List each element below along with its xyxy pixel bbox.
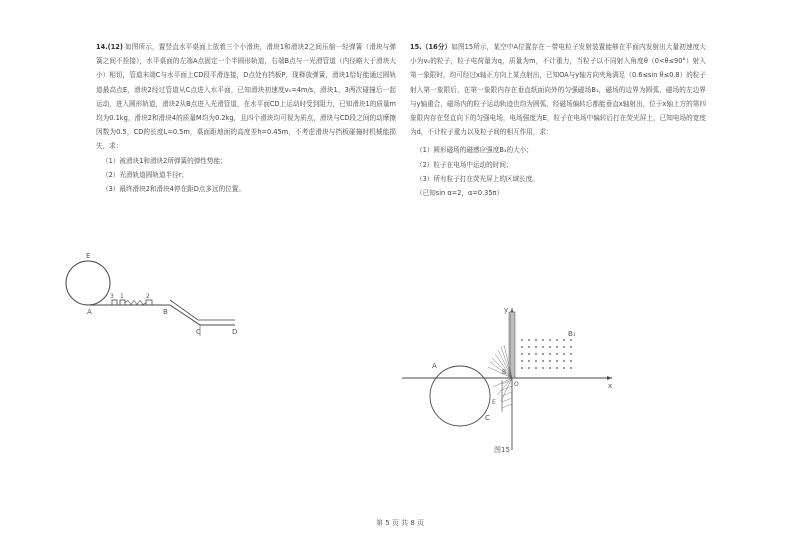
label-block-1: 1 <box>120 293 124 300</box>
label-c: C <box>196 328 201 336</box>
tube-inner <box>170 300 235 320</box>
label-e: E <box>86 252 91 260</box>
problem-14-number: 14.(12) <box>96 43 123 51</box>
label-x: x <box>608 382 613 390</box>
tube-outer <box>170 305 235 325</box>
problem-14 <box>96 40 396 196</box>
problem-15-number: 15.（16分） <box>410 43 452 51</box>
problem-15-statement <box>410 40 706 139</box>
field-dots <box>521 339 572 369</box>
problem-15-figure <box>392 300 622 460</box>
label-y: y <box>504 306 509 314</box>
problem-15 <box>410 40 706 200</box>
problem-15-question-3: （3）所有粒子打在荧光屏上的区域长度。 <box>416 174 539 183</box>
label-d: D <box>232 328 238 336</box>
problem-15-question-2: （2）粒子在电场中运动的时间； <box>416 160 513 169</box>
label-b: B <box>502 369 507 376</box>
label-a: A <box>432 362 437 370</box>
label-b: B <box>163 308 168 316</box>
block-1 <box>120 300 125 305</box>
label-block-2: 2 <box>146 293 150 300</box>
block-3 <box>112 300 117 305</box>
magnetic-field-circle <box>430 366 490 426</box>
problem-14-question-3: （3）最终滑块2和滑块4停在距D点多远的位置。 <box>102 185 245 194</box>
block-2 <box>146 300 152 305</box>
problem-14-question-1: （1）被滑块1和滑块2所弹簧的弹性势能； <box>102 156 227 165</box>
label-c: C <box>485 414 490 422</box>
problem-14-statement <box>96 40 396 154</box>
label-o: O <box>514 381 519 388</box>
label-b1: B₁ <box>568 330 576 338</box>
page-footer: 第 5 页 共 8 页 <box>375 519 425 527</box>
screen-plate <box>509 312 515 378</box>
problem-15-text: 如图15所示，某空中A位置存在一带电粒子发射装置能够在平面内发射出大量初速度大小为v₀的粒子，粒子电荷量为q，质量为m，不计重力，当粒子以不同射入角度θ（0<θ≤90°）射入第一象限时，均可经过x轴正方向上某点射出，已知OA与y轴方向夹角满足（0.6≤sin θ≤0.8）的粒子射入第一象限后，在第一象限内存在垂直纸面向外的匀强磁场B₁，磁场的边界为圆弧，磁场的左边界与y轴重合，磁场内的粒子运动轨迹也均为圆弧，经磁场偏转后都能垂直x轴射出，位于x轴上方的第四象限内存在竖直向下的匀强电场，电场强度为E，粒子在电场中偏转后打在荧光屏上，已知电场的宽度为d，不计粒子重力以及粒子间的相互作用，求： <box>410 43 706 137</box>
problem-14-text: 如图所示，置竖直水平桌面上放着三个小滑块，滑块1和滑块2之间压缩一轻弹簧（滑块与弹簧之间不拴接），水平桌面的左端A点固定一个半圆形轨道，右端B点与一光滑管道（内径略大于滑块大小）相切，管道末端C与水平面上CD段平滑连接，D点处有挡板P，现释放弹簧，滑块1恰好能通过圆轨道最高点E，滑块2经过管道从C点进入水平面，已知滑块初速度v₀=4m/s，滑块1、3两次碰撞后一起运动，进入圆形轨道，滑块2从B点进入光滑管道，在水平面CD上运动时受到阻力，已知滑块1的质量m均为0.1kg，滑块2和滑块4的质量M均为0.2kg，且四个滑块均可视为质点，滑块与CD段之间的动摩擦因数为0.5，CD的长度L=0.5m，桌面距地面的高度差h=0.45m，不考虑滑块与挡板碰撞时机械能损失，求： <box>96 43 396 151</box>
hatched-region <box>502 380 512 408</box>
figure-caption: 图15 <box>494 446 510 454</box>
problem-14-figure <box>60 248 260 338</box>
loop-track <box>66 261 110 305</box>
problem-15-note: （已知sin α=2，α=0.35π） <box>416 189 504 198</box>
problem-15-question-1: （1）圆形磁场的磁感应强度B₁的大小； <box>416 146 533 155</box>
label-e: E <box>492 399 496 406</box>
spring <box>125 301 146 305</box>
label-block-3: 3 <box>110 293 114 300</box>
particle-rays <box>488 345 512 401</box>
problem-14-question-2: （2）光滑轨道圆轨道半径r； <box>102 170 189 179</box>
x-axis-arrow <box>607 376 612 380</box>
label-a: A <box>87 308 92 316</box>
